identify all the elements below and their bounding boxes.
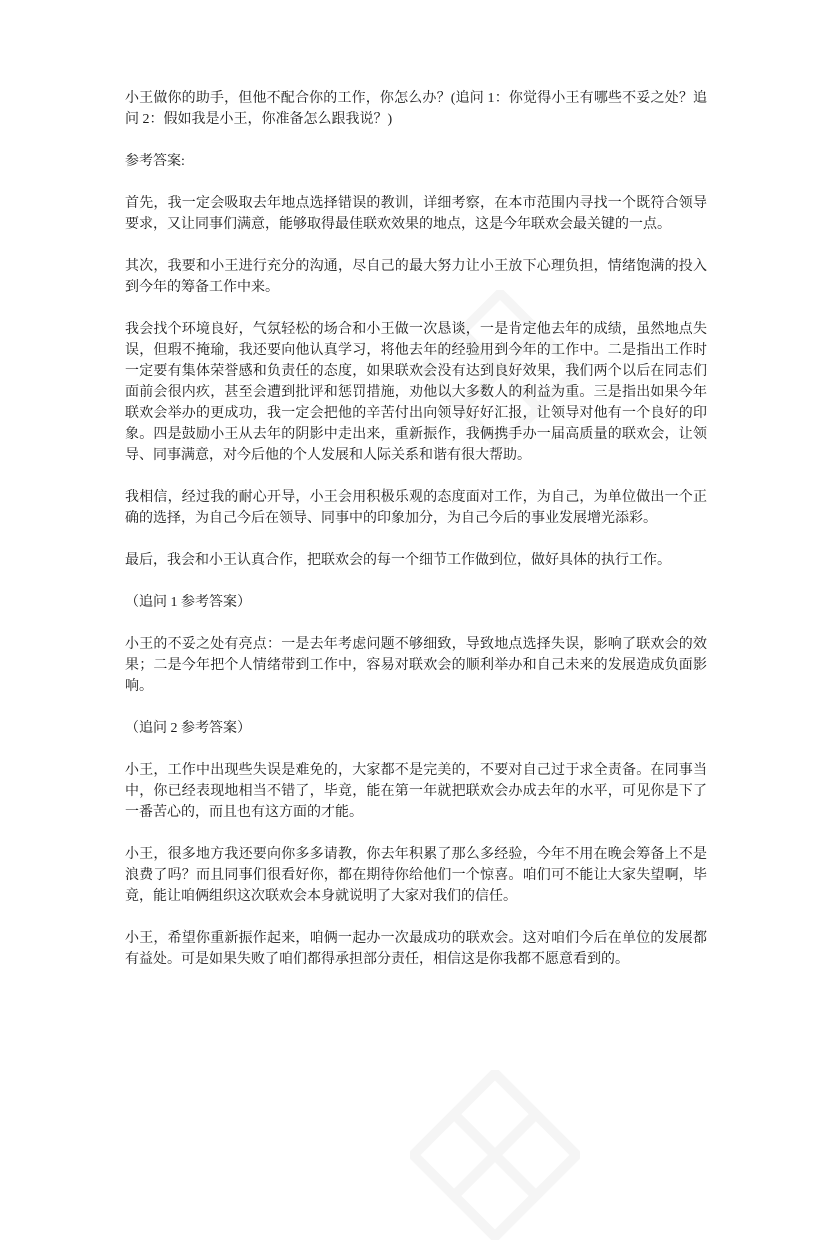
logo-watermark-icon bbox=[410, 1070, 580, 1240]
paragraph: 小王，希望你重新振作起来，咱俩一起办一次最成功的联欢会。这对咱们今后在单位的发展都有益处。可是如果失败了咱们都得承担部分责任，相信这是你我都不愿意看到的。 bbox=[125, 931, 707, 967]
paragraph: 小王的不妥之处有亮点：一是去年考虑问题不够细致，导致地点选择失误，影响了联欢会的效果；二是今年把个人情绪带到工作中，容易对联欢会的顺利举办和自己未来的发展造成负面影响。 bbox=[125, 637, 707, 694]
answer-heading: 参考答案: bbox=[125, 154, 185, 169]
paragraph: 我相信，经过我的耐心开导，小王会用积极乐观的态度面对工作，为自己，为单位做出一个正确的选择，为自己今后在领导、同事中的印象加分，为自己今后的事业发展增光添彩。 bbox=[125, 490, 707, 526]
paragraph: 首先，我一定会吸取去年地点选择错误的教训，详细考察，在本市范围内寻找一个既符合领导要求，又让同事们满意，能够取得最佳联欢效果的地点，这是今年联欢会最关键的一点。 bbox=[125, 196, 707, 232]
paragraph: 小王，工作中出现些失误是难免的，大家都不是完美的，不要对自己过于求全责备。在同事当中，你已经表现地相当不错了，毕竟，能在第一年就把联欢会办成去年的水平，可见你是下了一番苦心的，而且也有这方面的才能。 bbox=[125, 763, 707, 820]
paragraph: 最后，我会和小王认真合作，把联欢会的每一个细节工作做到位，做好具体的执行工作。 bbox=[125, 553, 671, 568]
paragraph: 其次，我要和小王进行充分的沟通，尽自己的最大努力让小王放下心理负担，情绪饱满的投入到今年的筹备工作中来。 bbox=[125, 259, 707, 295]
followup-2-heading: （追问 2 参考答案） bbox=[125, 721, 251, 736]
document-page bbox=[125, 88, 707, 991]
paragraph: 小王，很多地方我还要向你多多请教，你去年积累了那么多经验，今年不用在晚会筹备上不是浪费了吗？而且同事们很看好你，都在期待你给他们一个惊喜。咱们可不能让大家失望啊，毕竟，能让咱俩组织这次联欢会本身就说明了大家对我们的信任。 bbox=[125, 847, 707, 904]
followup-1-heading: （追问 1 参考答案） bbox=[125, 595, 251, 610]
question-paragraph: 小王做你的助手，但他不配合你的工作，你怎么办？(追问 1：你觉得小王有哪些不妥之处？追问 2：假如我是小王，你准备怎么跟我说？) bbox=[125, 91, 707, 127]
paragraph: 我会找个环境良好，气氛轻松的场合和小王做一次恳谈，一是肯定他去年的成绩，虽然地点失误，但瑕不掩瑜，我还要向他认真学习，将他去年的经验用到今年的工作中。二是指出工作时一定要有集体荣誉感和负责任的态度，如果联欢会没有达到良好效果，我们两个以后在同志们面前会很内疚，甚至会遭到批评和惩罚措施，劝他以大多数人的利益为重。三是指出如果今年联欢会举办的更成功，我一定会把他的辛苦付出向领导好好汇报，让领导对他有一个良好的印象。四是鼓励小王从去年的阴影中走出来，重新振作，我俩携手办一届高质量的联欢会，让领导、同事满意，对今后他的个人发展和人际关系和谐有很大帮助。 bbox=[125, 322, 707, 463]
